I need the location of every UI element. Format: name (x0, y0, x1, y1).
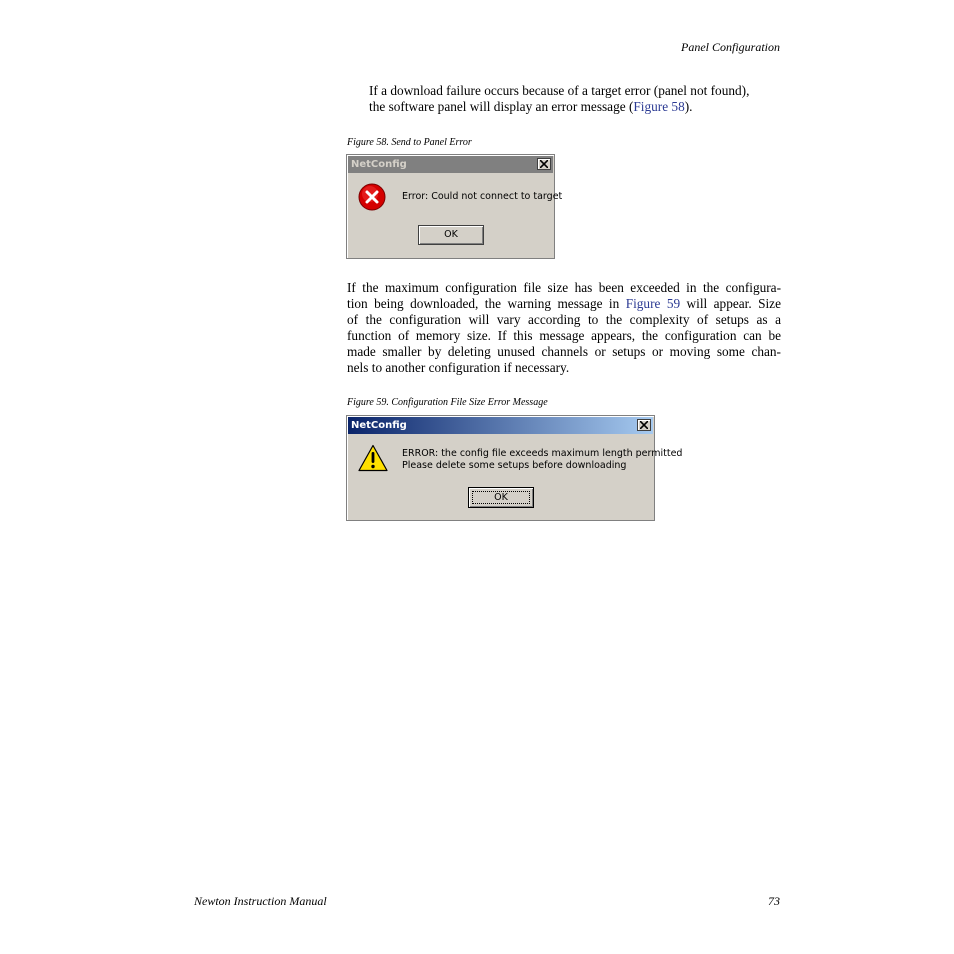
text-fragment: the software panel will display an error message ( (369, 99, 634, 114)
paragraph-line: nels to another configuration if necessary. (347, 360, 570, 375)
text-fragment: tion being downloaded, the warning message in (347, 296, 626, 311)
close-icon (640, 421, 648, 429)
paragraph-download-failure (369, 83, 781, 115)
paragraph-line: of the configuration will vary according to the complexity of setups as a (347, 312, 781, 327)
dialog-titlebar (348, 156, 553, 173)
paragraph-line (347, 296, 781, 312)
text-fragment: ). (684, 99, 693, 114)
focus-ring (472, 491, 530, 504)
running-header: Panel Configuration (681, 40, 780, 54)
paragraph-line (369, 99, 781, 115)
footer-manual-title: Newton Instruction Manual (194, 894, 327, 908)
text-fragment: will appear. Size (680, 296, 781, 311)
paragraph-file-size (347, 280, 781, 376)
ok-button[interactable]: OK (418, 225, 484, 245)
paragraph-line: If the maximum configuration file size has been exceeded in the configura- (347, 280, 781, 295)
paragraph-line: made smaller by deleting unused channels or setups or moving some chan- (347, 344, 781, 359)
error-message: Error: Could not connect to target (402, 191, 563, 202)
paragraph-line: If a download failure occurs because of a target error (panel not found), (369, 83, 750, 98)
ok-button-label: OK (494, 492, 508, 503)
figure-58-caption: Figure 58. Send to Panel Error (347, 137, 472, 148)
figure-59-link[interactable]: Figure 59 (625, 296, 681, 311)
dialog-titlebar (348, 417, 653, 434)
close-button[interactable] (637, 419, 651, 431)
error-message-line-2: Please delete some setups before downloading (402, 460, 627, 471)
error-icon (358, 183, 386, 211)
ok-button[interactable] (468, 487, 534, 508)
config-file-size-error-dialog (346, 415, 683, 521)
error-message-line-1: ERROR: the config file exceeds maximum length permitted (402, 448, 683, 459)
close-button[interactable] (537, 158, 551, 170)
warning-icon (358, 444, 388, 472)
close-icon (540, 160, 548, 168)
dialog-title: NetConfig (351, 420, 407, 431)
paragraph-line: function of memory size. If this message appears, the configuration can be (347, 328, 781, 343)
page-number: 73 (768, 894, 780, 908)
figure-59-caption: Figure 59. Configuration File Size Error Message (347, 397, 548, 408)
figure-58-link[interactable]: Figure 58 (633, 99, 685, 114)
send-to-panel-error-dialog (346, 154, 563, 259)
dialog-title: NetConfig (351, 159, 407, 170)
